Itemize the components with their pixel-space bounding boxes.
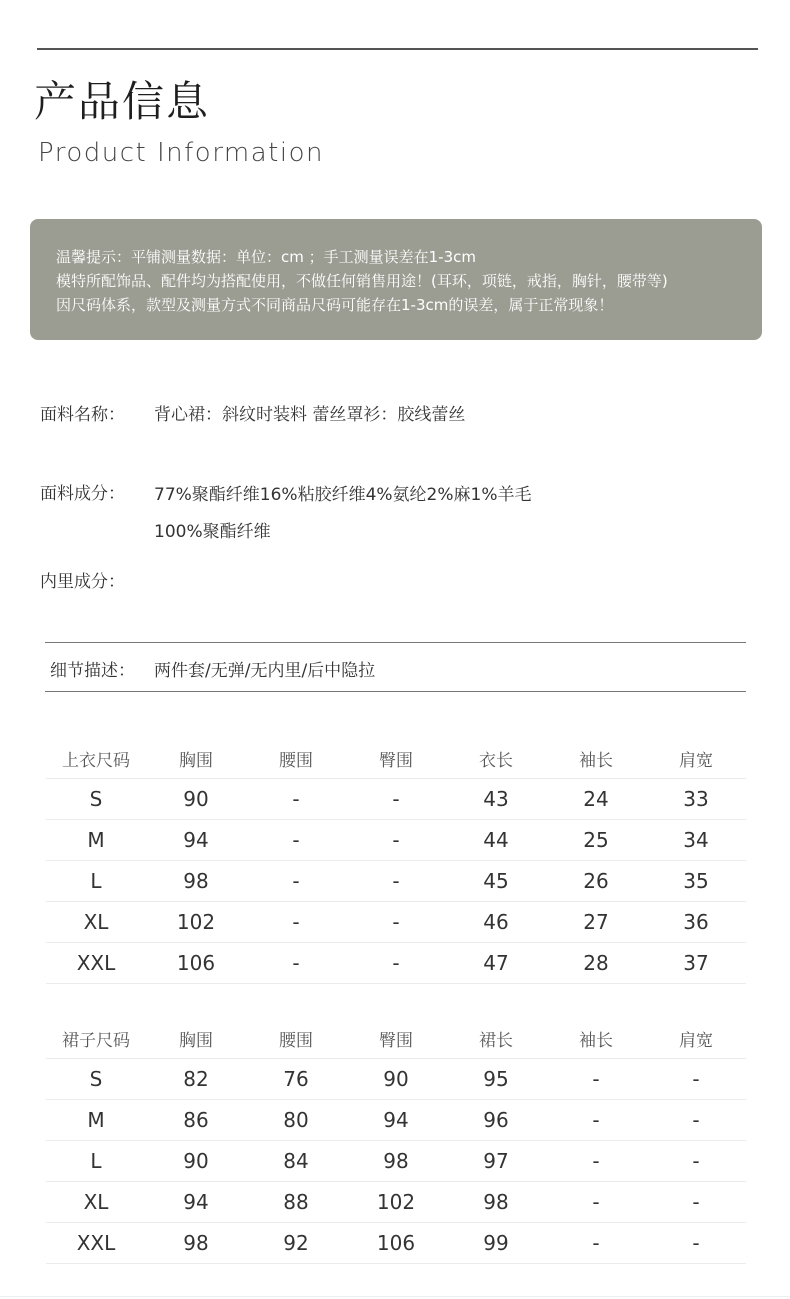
table-cell: 36 [646, 902, 746, 943]
table-row [46, 861, 746, 902]
table-cell: - [546, 1223, 646, 1264]
table-row [46, 943, 746, 984]
table-cell: - [546, 1100, 646, 1141]
table-cell: 88 [246, 1182, 346, 1223]
table-header: 上衣尺码 [46, 738, 146, 779]
table-header: 裙长 [446, 1018, 546, 1059]
table-cell: 80 [246, 1100, 346, 1141]
table-cell: 34 [646, 820, 746, 861]
table-cell: 96 [446, 1100, 546, 1141]
table-cell: 44 [446, 820, 546, 861]
table-header: 肩宽 [646, 738, 746, 779]
table-cell: 82 [146, 1059, 246, 1100]
lining-composition-label: 内里成分： [40, 572, 125, 592]
table-header: 衣长 [446, 738, 546, 779]
detail-bottom-divider [45, 691, 746, 692]
table-cell: 98 [346, 1141, 446, 1182]
table-cell: 86 [146, 1100, 246, 1141]
table-cell: 26 [546, 861, 646, 902]
table-cell: - [246, 943, 346, 984]
table-cell: - [246, 779, 346, 820]
table-header-row [46, 738, 746, 779]
table-cell: - [246, 902, 346, 943]
table-row [46, 1100, 746, 1141]
table-cell: - [346, 779, 446, 820]
fabric-composition-value: 77%聚酯纤维16%粘胶纤维4%氨纶2%麻1%羊毛 [154, 485, 532, 505]
table-cell: - [646, 1059, 746, 1100]
table-cell: 90 [146, 779, 246, 820]
page-title: 产品信息 [34, 77, 211, 126]
table-row [46, 1182, 746, 1223]
table-cell: 27 [546, 902, 646, 943]
table-cell: 90 [346, 1059, 446, 1100]
table-cell: 37 [646, 943, 746, 984]
table-header: 臀围 [346, 738, 446, 779]
table-header: 腰围 [246, 1018, 346, 1059]
table-cell: L [46, 1141, 146, 1182]
table-cell: 95 [446, 1059, 546, 1100]
table-cell: 99 [446, 1223, 546, 1264]
table-cell: - [346, 943, 446, 984]
detail-label: 细节描述： [50, 661, 135, 681]
skirt-size-table [46, 1018, 746, 1264]
notice-box [30, 219, 762, 340]
table-cell: 102 [346, 1182, 446, 1223]
table-cell: 106 [346, 1223, 446, 1264]
table-cell: 24 [546, 779, 646, 820]
table-cell: - [346, 820, 446, 861]
table-cell: - [246, 820, 346, 861]
table-cell: 94 [346, 1100, 446, 1141]
table-cell: 76 [246, 1059, 346, 1100]
notice-line: 模特所配饰品、配件均为搭配使用，不做任何销售用途！(耳环，项链，戒指，胸针，腰带等) [56, 272, 668, 290]
table-cell: 35 [646, 861, 746, 902]
table-cell: - [546, 1059, 646, 1100]
page-subtitle: Product Information [38, 138, 324, 168]
table-cell: - [346, 902, 446, 943]
top-size-table [46, 738, 746, 984]
table-cell: 28 [546, 943, 646, 984]
table-row [46, 1141, 746, 1182]
table-header: 臀围 [346, 1018, 446, 1059]
table-cell: - [646, 1182, 746, 1223]
table-cell: - [346, 861, 446, 902]
table-cell: 98 [146, 1223, 246, 1264]
table-cell: 92 [246, 1223, 346, 1264]
table-row [46, 902, 746, 943]
table-header-row [46, 1018, 746, 1059]
table-row [46, 1059, 746, 1100]
table-cell: XXL [46, 943, 146, 984]
table-row [46, 1223, 746, 1264]
table-header: 袖长 [546, 1018, 646, 1059]
table-cell: 94 [146, 1182, 246, 1223]
table-cell: XL [46, 1182, 146, 1223]
table-cell: 43 [446, 779, 546, 820]
table-cell: M [46, 820, 146, 861]
table-row [46, 779, 746, 820]
table-cell: 98 [146, 861, 246, 902]
table-cell: 90 [146, 1141, 246, 1182]
table-cell: 106 [146, 943, 246, 984]
table-header: 肩宽 [646, 1018, 746, 1059]
table-cell: 45 [446, 861, 546, 902]
table-cell: 33 [646, 779, 746, 820]
detail-top-divider [45, 642, 746, 643]
detail-value: 两件套/无弹/无内里/后中隐拉 [154, 661, 376, 681]
table-header: 裙子尺码 [46, 1018, 146, 1059]
table-cell: 94 [146, 820, 246, 861]
table-cell: 97 [446, 1141, 546, 1182]
table-cell: M [46, 1100, 146, 1141]
notice-line: 温馨提示：平铺测量数据：单位：cm ；手工测量误差在1-3cm [56, 248, 476, 266]
table-cell: - [246, 861, 346, 902]
table-cell: XL [46, 902, 146, 943]
table-cell: - [646, 1141, 746, 1182]
table-header: 胸围 [146, 738, 246, 779]
table-cell: XXL [46, 1223, 146, 1264]
table-header: 袖长 [546, 738, 646, 779]
table-header: 腰围 [246, 738, 346, 779]
table-cell: 98 [446, 1182, 546, 1223]
table-header: 胸围 [146, 1018, 246, 1059]
bottom-divider [0, 1296, 790, 1297]
table-row [46, 820, 746, 861]
table-cell: 102 [146, 902, 246, 943]
fabric-name-value: 背心裙：斜纹时装料 蕾丝罩衫：胶线蕾丝 [154, 405, 466, 425]
fabric-name-label: 面料名称： [40, 405, 125, 425]
table-cell: - [546, 1141, 646, 1182]
table-cell: S [46, 1059, 146, 1100]
table-cell: L [46, 861, 146, 902]
fabric-composition-value-2: 100%聚酯纤维 [154, 522, 271, 542]
notice-line: 因尺码体系，款型及测量方式不同商品尺码可能存在1-3cm的误差，属于正常现象！ [56, 296, 614, 314]
table-cell: - [646, 1223, 746, 1264]
table-cell: 46 [446, 902, 546, 943]
table-cell: - [646, 1100, 746, 1141]
top-divider [37, 48, 758, 50]
table-cell: - [546, 1182, 646, 1223]
table-cell: S [46, 779, 146, 820]
table-cell: 47 [446, 943, 546, 984]
fabric-composition-label: 面料成分： [40, 484, 125, 504]
table-cell: 25 [546, 820, 646, 861]
table-cell: 84 [246, 1141, 346, 1182]
